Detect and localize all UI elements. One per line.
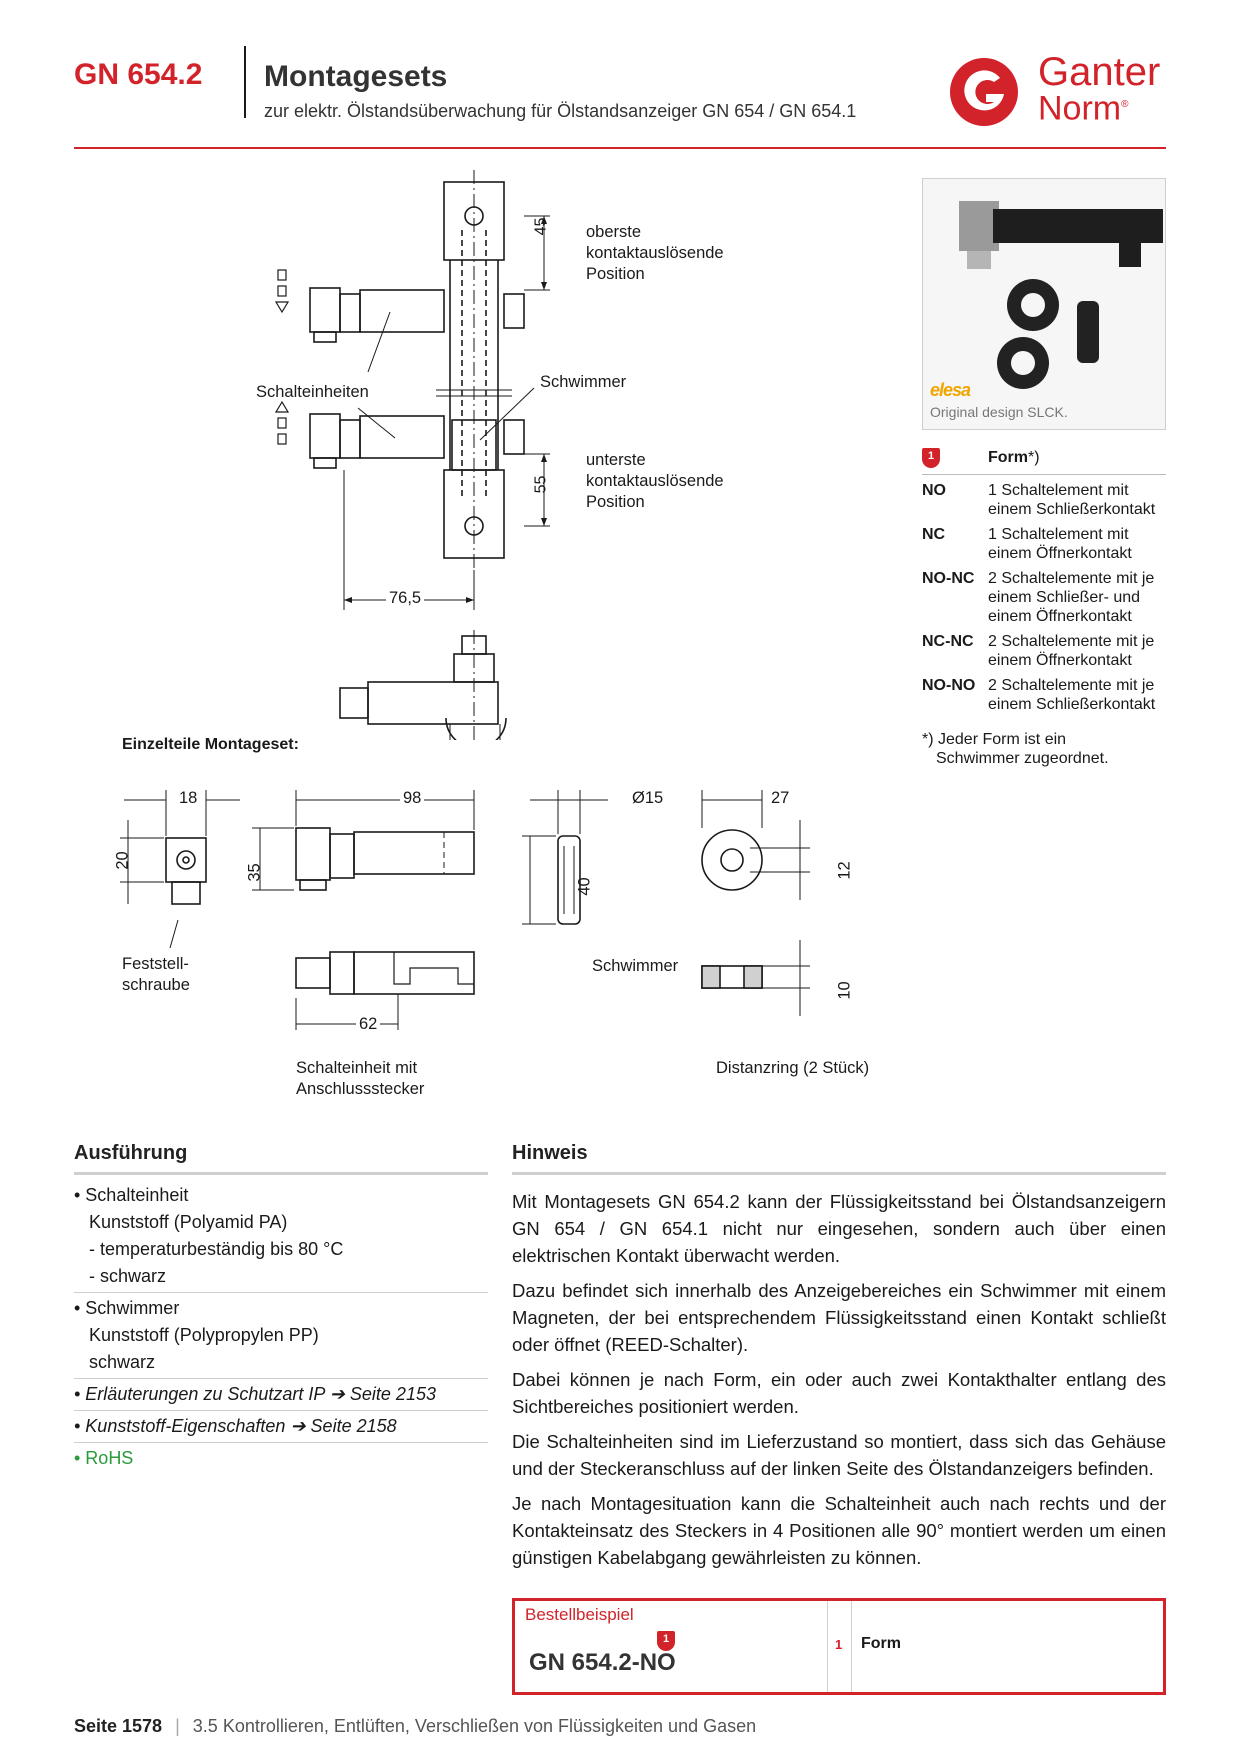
dim-55: 55 <box>532 475 550 494</box>
form-desc: 2 Schaltelemente mit je einem Schließer- und einem Öffnerkontakt <box>988 570 1155 625</box>
section-rule <box>512 1172 1166 1175</box>
badge-icon: 1 <box>657 1631 675 1651</box>
label-bottom-position: unterste kontaktauslösende Position <box>586 451 724 511</box>
legend-num: 1 <box>835 1637 843 1652</box>
form-code: NO <box>922 482 946 499</box>
order-divider <box>827 1601 828 1692</box>
form-row <box>922 481 1166 519</box>
section-title-ausfuehrung: Ausführung <box>74 1142 188 1164</box>
label-switching-units: Schalteinheiten <box>256 383 369 401</box>
form-row <box>922 569 1166 626</box>
form-note: *) Jeder Form ist ein Schwimmer zugeordnet. <box>922 731 1109 767</box>
paragraph: Je nach Montagesituation kann die Schalteinheit auch nach rechts und der Kontakteinsatz des Steckers in 4 Positionen alle 90° montiert werden um einen günstigen Kabelabgang gewährleisten zu können. <box>512 1493 1166 1568</box>
form-desc: 1 Schaltelement mit einem Öffnerkontakt <box>988 526 1132 562</box>
form-row <box>922 525 1166 563</box>
paragraph: Mit Montagesets GN 654.2 kann der Flüssigkeitsstand bei Ölstandsanzeigern GN 654 / GN 654.1 nicht nur eingesehen, sondern auch über einen elektrischen Kontakt überwacht werden. <box>512 1191 1166 1266</box>
dim-27: 27 <box>768 788 792 809</box>
order-title: Bestellbeispiel <box>525 1605 634 1624</box>
order-badge <box>657 1629 675 1651</box>
parts-title: Einzelteile Montageset: <box>122 736 299 753</box>
hinweis-text <box>512 1188 1166 1579</box>
dim-d15: Ø15 <box>632 789 664 807</box>
form-code: NO-NO <box>922 677 976 694</box>
list-item: • Schwimmer Kunststoff (Polypropylen PP) schwarz <box>74 1293 488 1379</box>
ganter-logo-icon <box>948 56 1020 128</box>
dim-45: 45 <box>532 217 550 236</box>
product-code: GN 654.2 <box>74 58 203 91</box>
label-switching-unit: Schalteinheit mit Anschlussstecker <box>296 1059 425 1098</box>
form-desc: 1 Schaltelement mit einem Schließerkontakt <box>988 482 1156 518</box>
order-divider <box>851 1601 852 1692</box>
label-float: Schwimmer <box>540 373 627 391</box>
dim-10: 10 <box>835 981 854 1000</box>
ausfuehrung-list <box>74 1180 488 1474</box>
form-desc: 2 Schaltelemente mit je einem Öffnerkontakt <box>988 633 1155 669</box>
paragraph: Dabei können je nach Form, ein oder auch zwei Kontakthalter entlang des Sichtbereiches positioniert werden. <box>512 1369 1166 1417</box>
list-item: • Schalteinheit Kunststoff (Polyamid PA) - temperaturbeständig bis 80 °C - schwarz <box>74 1180 488 1293</box>
order-example-box <box>512 1598 1166 1695</box>
brand-name-bottom: Norm® <box>1038 89 1129 128</box>
dim-62: 62 <box>356 1014 380 1035</box>
dim-40: 40 <box>575 877 594 896</box>
label-spacer-ring: Distanzring (2 Stück) <box>716 1059 870 1077</box>
photo-caption: Original design SLCK. <box>930 404 1068 420</box>
label-top-position: oberste kontaktauslösende Position <box>586 223 724 283</box>
dim-18: 18 <box>176 788 200 809</box>
form-table <box>922 448 1166 714</box>
label-float-part: Schwimmer <box>592 957 679 975</box>
arrow-icon: ➔ <box>290 1416 306 1436</box>
form-badge-icon: 1 <box>922 448 940 468</box>
paragraph: Dazu befindet sich innerhalb des Anzeigebereiches ein Schwimmer mit einem Magneten, der bei entsprechendem Flüssigkeitsstand einen Kontakt schließt oder öffnet (REED-Schalter). <box>512 1280 1166 1355</box>
form-desc: 2 Schaltelemente mit je einem Schließerkontakt <box>988 677 1156 713</box>
label-clamp-screw: Feststell- schraube <box>122 955 190 994</box>
paragraph: Die Schalteinheiten sind im Lieferzustand so montiert, dass sich das Gehäuse und der Steckeranschluss auf der linken Seite des Ölstandanzeigers befinden. <box>512 1431 1166 1479</box>
form-code: NC-NC <box>922 633 974 650</box>
form-heading-suffix: *) <box>1028 449 1040 466</box>
dim-35: 35 <box>245 863 264 882</box>
brand-name-top: Ganter <box>1038 50 1161 94</box>
form-heading: Form <box>988 449 1028 466</box>
header-rule <box>74 147 1166 149</box>
link-ip-page[interactable]: Seite 2153 <box>349 1384 436 1404</box>
link-plastic-page[interactable]: Seite 2158 <box>310 1416 397 1436</box>
chapter-title: 3.5 Kontrollieren, Entlüften, Verschließen von Flüssigkeiten und Gasen <box>192 1716 757 1736</box>
dim-12: 12 <box>835 861 854 880</box>
footer <box>74 1716 756 1737</box>
list-item: • Kunststoff-Eigenschaften ➔ Seite 2158 <box>74 1411 488 1443</box>
order-code: GN 654.2-NO <box>529 1649 676 1676</box>
form-row <box>922 676 1166 714</box>
page-number: Seite 1578 <box>74 1716 163 1736</box>
section-rule <box>74 1172 488 1175</box>
form-table-header <box>922 448 1166 475</box>
dim-20: 20 <box>113 851 132 870</box>
elesa-logo: elesa <box>930 380 971 400</box>
parts-drawing <box>110 780 890 1070</box>
arrow-icon: ➔ <box>329 1384 345 1404</box>
list-item: • Erläuterungen zu Schutzart IP ➔ Seite 2153 <box>74 1379 488 1411</box>
section-title-hinweis: Hinweis <box>512 1142 588 1164</box>
dim-98: 98 <box>400 788 424 809</box>
form-row <box>922 632 1166 670</box>
footer-separator: | <box>175 1716 180 1736</box>
header-divider <box>244 46 246 118</box>
form-code: NO-NC <box>922 570 975 587</box>
legend-label: Form <box>861 1635 901 1652</box>
dim-76-5: 76,5 <box>386 588 424 609</box>
page-title: Montagesets <box>264 60 448 93</box>
form-code: NC <box>922 526 946 543</box>
rohs-item: • RoHS <box>74 1448 134 1468</box>
page-subtitle: zur elektr. Ölstandsüberwachung für Ölstandsanzeiger GN 654 / GN 654.1 <box>264 101 857 121</box>
